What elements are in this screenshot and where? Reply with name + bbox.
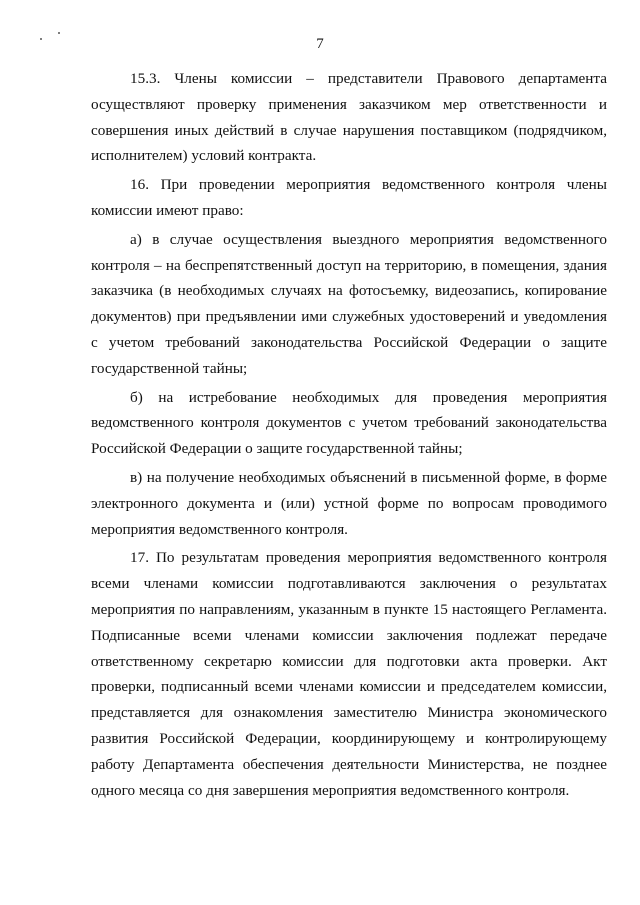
document-body	[91, 66, 607, 806]
paragraph-15-3: 15.3. Члены комиссии – представители Правового департамента осуществляют проверку применения заказчиком мер ответственности и совершения иных действий в случае нарушения поставщиком (подрядчиком, исполнителем) условий контракта.	[91, 70, 607, 165]
paragraph-16-a: а) в случае осуществления выездного мероприятия ведомственного контроля – на беспрепятственный доступ на территорию, в помещения, здания заказчика (в необходимых случаях на фотосъемку, видеозапись, копирование документов) при предъявлении ими служебных удостоверений и уведомления с учетом требований законодательства Российской Федерации о защите государственной тайны;	[91, 230, 607, 377]
scan-artifact	[58, 32, 60, 34]
paragraph-16-v: в) на получение необходимых объяснений в письменной форме, в форме электронного документа и (или) устной форме по вопросам проводимого мероприятия ведомственного контроля.	[91, 468, 607, 538]
page-number: 7	[316, 36, 324, 52]
paragraph-16: 16. При проведении мероприятия ведомственного контроля члены комиссии имеют право:	[91, 176, 607, 219]
paragraph-17: 17. По результатам проведения мероприятия ведомственного контроля всеми членами комиссии подготавливаются заключения о результатах мероприятия по направлениям, указанным в пункте 15 настоящего Регламента. Подписанные всеми членами комиссии заключения подлежат передаче ответственному секретарю комиссии для подготовки акта проверки. Акт проверки, подписанный всеми членами комиссии и председателем комиссии, представляется для ознакомления заместителю Министра экономического развития Российской Федерации, координирующему и контролирующему работу Департамента обеспечения деятельности Министерства, не позднее одного месяца со дня завершения мероприятия ведомственного контроля.	[91, 549, 607, 799]
paragraph-16-b: б) на истребование необходимых для проведения мероприятия ведомственного контроля документов с учетом требований законодательства Российской Федерации о защите государственной тайны;	[91, 388, 607, 458]
